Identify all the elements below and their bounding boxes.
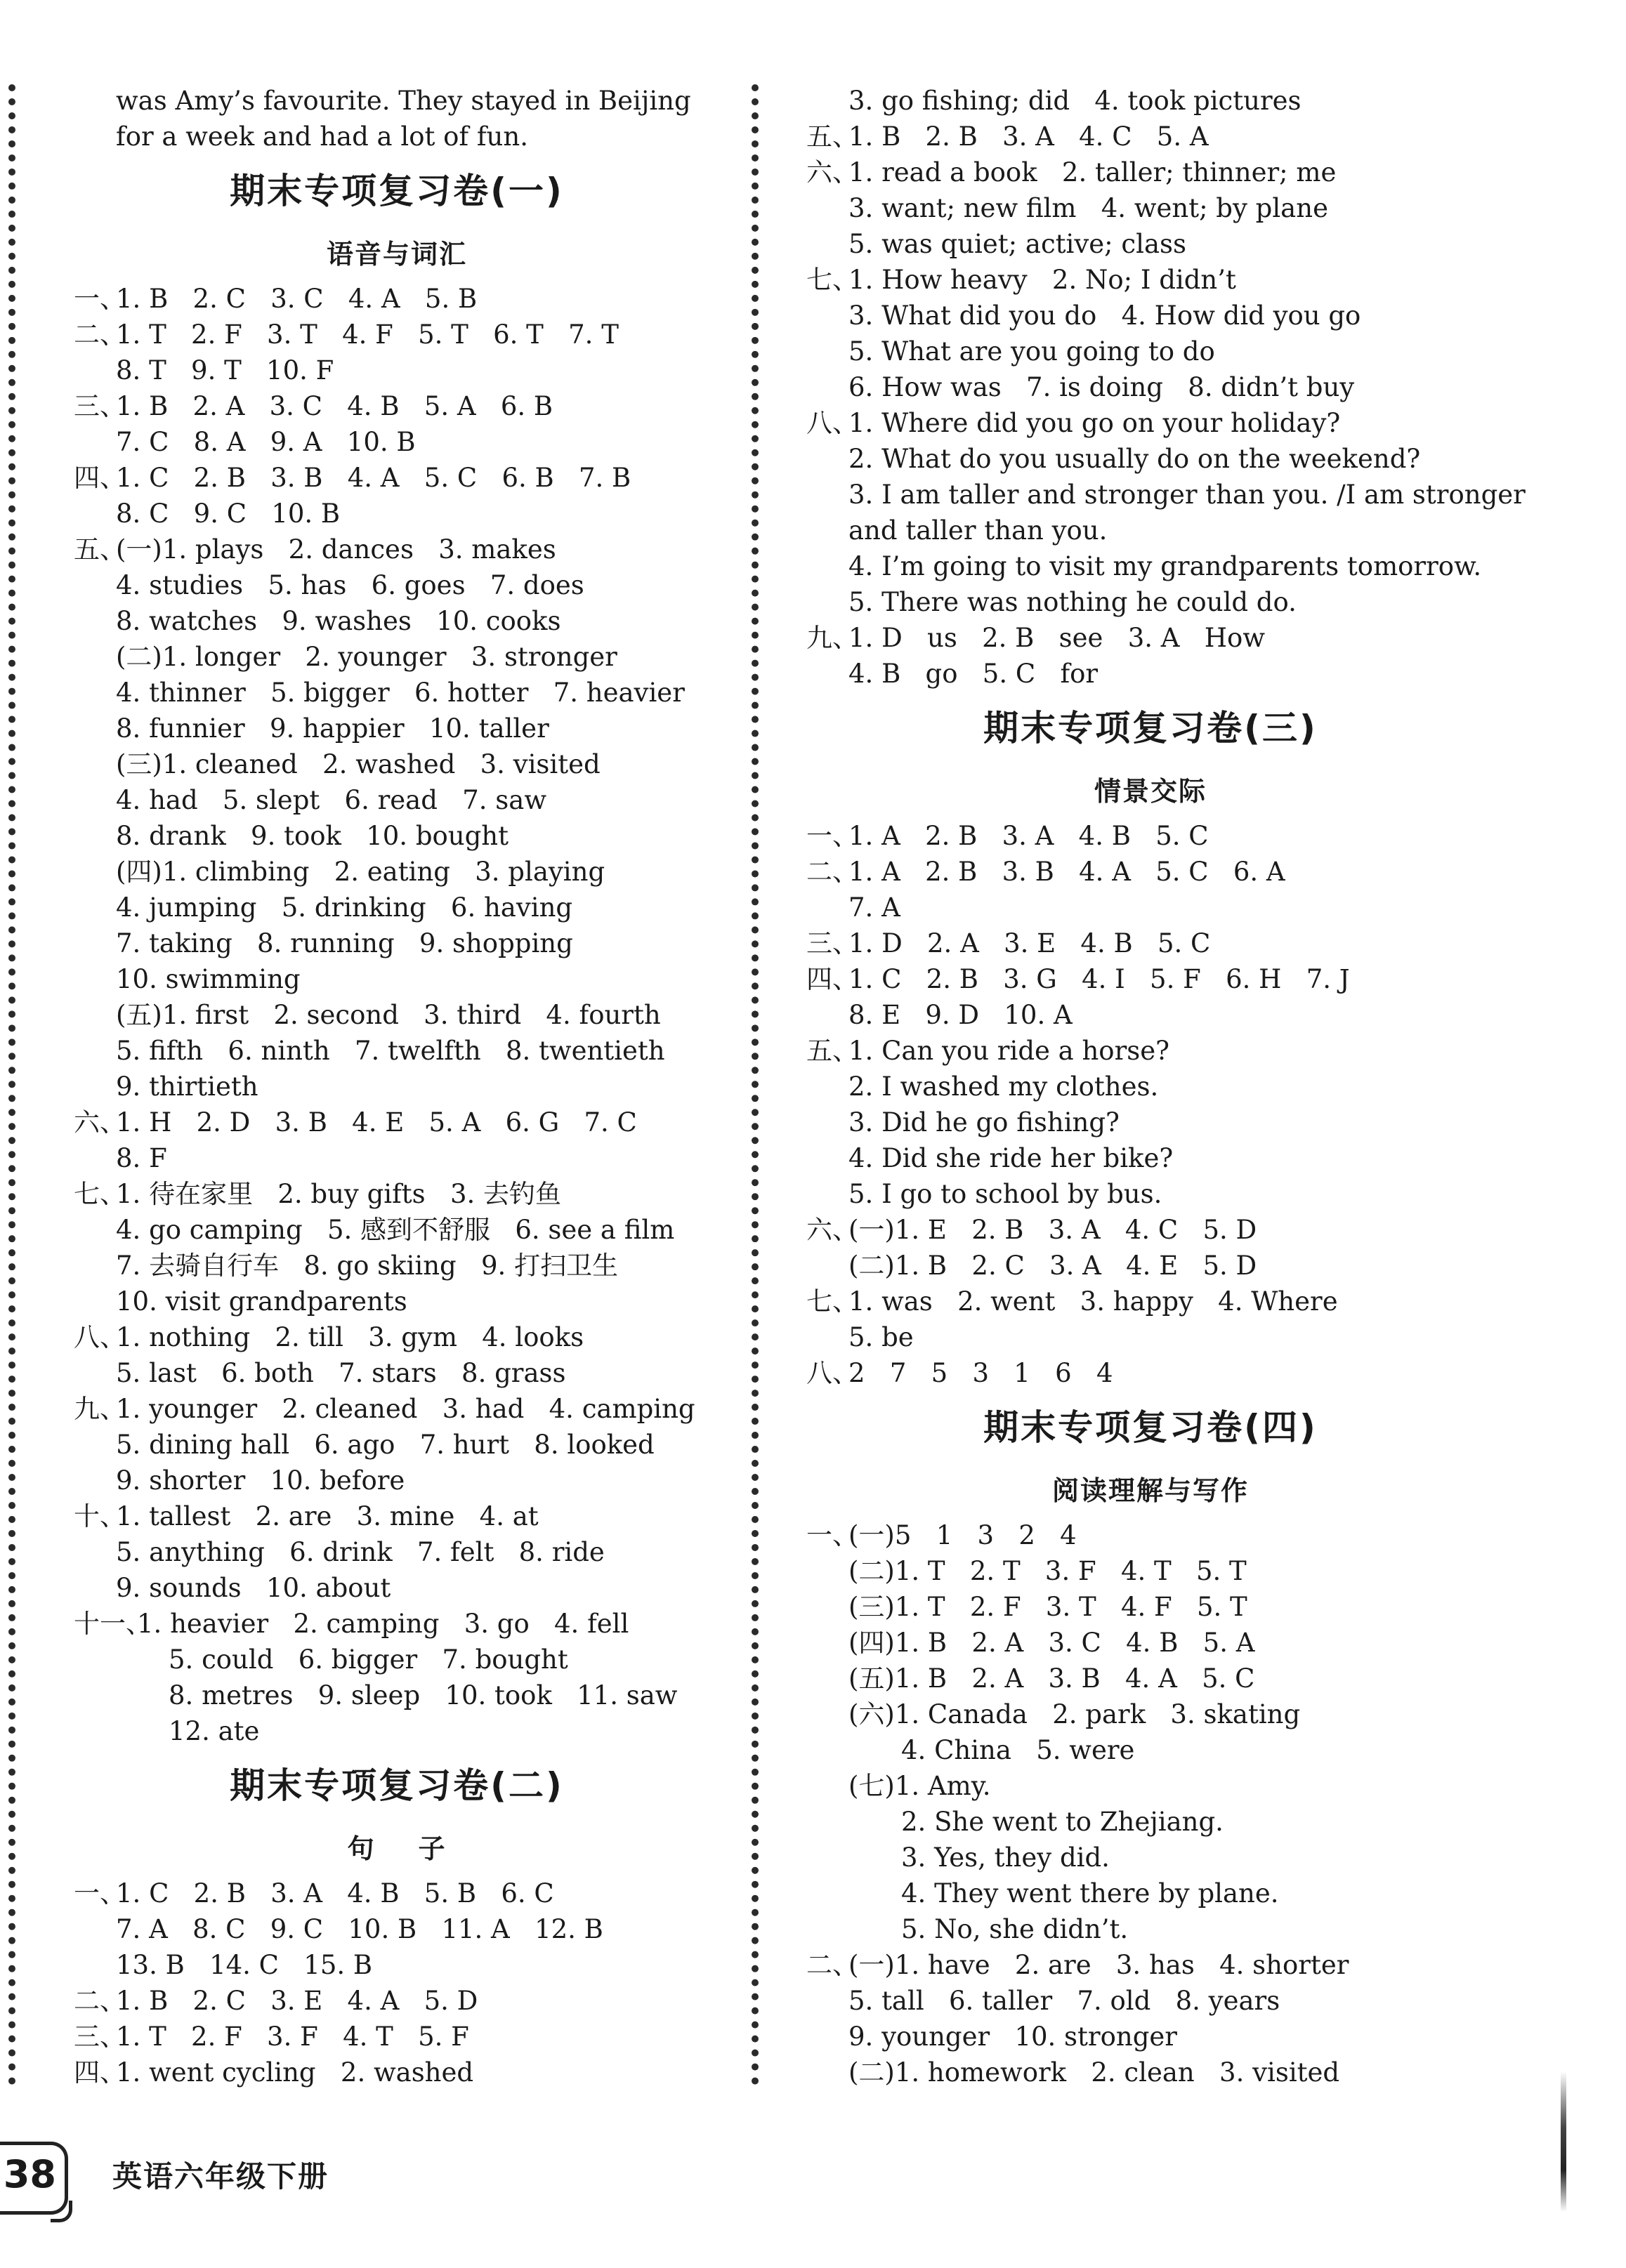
section-title: 期末专项复习卷(三) (983, 708, 1318, 749)
page-number: 38 (3, 2152, 56, 2196)
answer-text: 4. go camping 5. 感到不舒服 6. see a film (116, 1215, 675, 1245)
answer-text: 5. tall 6. taller 7. old 8. years (848, 1986, 1280, 2016)
answer-text: 1. C 2. B 3. B 4. A 5. C 6. B 7. B (116, 463, 631, 493)
answer-text: 8. F (116, 1143, 167, 1173)
answer-line (74, 1642, 720, 1677)
answer-line (74, 1319, 720, 1355)
question-number: 二、 (806, 1950, 858, 1980)
answer-text: 4. China 5. were (901, 1735, 1135, 1765)
answer-line (74, 782, 720, 818)
answer-text: (七)1. Amy. (848, 1771, 991, 1801)
answer-line (806, 190, 1495, 226)
answer-line (806, 1033, 1495, 1069)
answer-text: 8. drank 9. took 10. bought (116, 821, 509, 851)
answer-line (74, 1606, 720, 1642)
answer-line (806, 513, 1495, 548)
question-number: 一、 (806, 1520, 858, 1550)
answer-line (74, 388, 720, 424)
answer-line (806, 1248, 1495, 1284)
question-number: 七、 (806, 265, 858, 295)
answer-text: 12. ate (169, 1716, 260, 1746)
question-number: 一、 (806, 821, 858, 851)
question-number: 二、 (806, 857, 858, 887)
question-number: 五、 (806, 1036, 858, 1066)
answer-line (806, 2055, 1495, 2090)
answer-line (806, 1212, 1495, 1248)
answer-text: 1. T 2. F 3. T 4. F 5. T 6. T 7. T (116, 319, 619, 350)
answer-text: 9. sounds 10. about (116, 1573, 391, 1603)
center-dotted-divider (752, 84, 759, 2085)
answer-line (74, 1427, 720, 1463)
answer-line (74, 1033, 720, 1069)
answer-text: (二)1. longer 2. younger 3. stronger (116, 642, 617, 672)
answer-text: (一)1. plays 2. dances 3. makes (116, 534, 556, 565)
answer-line (74, 1911, 720, 1947)
answer-text: 1. D 2. A 3. E 4. B 5. C (848, 928, 1211, 958)
question-number: 一、 (74, 1878, 126, 1908)
answer-text: 5. could 6. bigger 7. bought (169, 1644, 568, 1675)
answer-line (74, 567, 720, 603)
answer-line (806, 405, 1495, 441)
question-number: 八、 (74, 1322, 126, 1352)
question-number: 三、 (74, 391, 126, 421)
answer-line (806, 1875, 1495, 1911)
answer-text: 1. C 2. B 3. G 4. I 5. F 6. H 7. J (848, 964, 1350, 994)
answer-line (806, 1355, 1495, 1391)
answer-text: (一)1. E 2. B 3. A 4. C 5. D (848, 1215, 1257, 1245)
answer-line (74, 424, 720, 460)
answer-line (74, 1463, 720, 1498)
answer-line (806, 226, 1495, 262)
section-subtitle: 语音与词汇 (326, 239, 467, 270)
answer-text: 5. There was nothing he could do. (848, 587, 1297, 617)
answer-text: 8. metres 9. sleep 10. took 11. saw (169, 1680, 678, 1710)
answer-line (806, 1840, 1495, 1875)
answer-text: 8. watches 9. washes 10. cooks (116, 606, 561, 636)
answer-text: 1. heavier 2. camping 3. go 4. fell (137, 1609, 629, 1639)
answer-line (74, 711, 720, 746)
answer-text: 10. visit grandparents (116, 1286, 407, 1317)
answer-line (806, 1732, 1495, 1768)
answer-line (74, 2019, 720, 2055)
answer-text: 8. C 9. C 10. B (116, 499, 341, 529)
answer-line (74, 1391, 720, 1427)
answer-text: 1. Where did you go on your holiday? (848, 408, 1341, 438)
answer-text: (一)1. have 2. are 3. has 4. shorter (848, 1950, 1349, 1980)
answer-line (74, 1713, 720, 1749)
answer-text: 1. B 2. C 3. C 4. A 5. B (116, 284, 478, 314)
answer-text: (三)1. T 2. F 3. T 4. F 5. T (848, 1592, 1247, 1622)
answer-text: 3. go fishing; did 4. took pictures (848, 86, 1302, 116)
answer-line (806, 298, 1495, 334)
answer-line (74, 352, 720, 388)
question-number: 二、 (74, 1986, 126, 2016)
question-number: 八、 (806, 1358, 858, 1388)
answer-line (806, 1069, 1495, 1105)
book-title: 英语六年级下册 (112, 2159, 329, 2194)
answer-text: and taller than you. (848, 515, 1108, 546)
answer-line (74, 83, 720, 119)
answer-text: 1. C 2. B 3. A 4. B 5. B 6. C (116, 1878, 554, 1908)
answer-text: 9. younger 10. stronger (848, 2022, 1177, 2052)
answer-text: 7. A 8. C 9. C 10. B 11. A 12. B (116, 1914, 603, 1944)
answer-line (74, 1947, 720, 1983)
answer-text: 1. A 2. B 3. B 4. A 5. C 6. A (848, 857, 1285, 887)
answer-line (806, 1105, 1495, 1140)
answer-line (74, 1498, 720, 1534)
answer-line (806, 1768, 1495, 1804)
answer-line (806, 83, 1495, 119)
answer-text: 3. want; new film 4. went; by plane (848, 193, 1328, 223)
answer-text: 4. jumping 5. drinking 6. having (116, 892, 573, 923)
answer-line (74, 1534, 720, 1570)
answer-line (806, 1140, 1495, 1176)
answer-line (806, 1553, 1495, 1589)
answer-line (806, 818, 1495, 854)
answer-line (74, 603, 720, 639)
answer-line (806, 334, 1495, 369)
answer-line (74, 961, 720, 997)
answer-column-left (74, 83, 720, 2090)
question-number: 三、 (74, 2022, 126, 2052)
answer-line (806, 477, 1526, 513)
question-number: 二、 (74, 319, 126, 350)
answer-text: 5. fifth 6. ninth 7. twelfth 8. twentieth (116, 1036, 665, 1066)
answer-line (74, 1248, 720, 1284)
answer-text: 5. be (848, 1322, 914, 1352)
answer-text: 1. H 2. D 3. B 4. E 5. A 6. G 7. C (116, 1107, 637, 1138)
answer-text: 8. T 9. T 10. F (116, 355, 334, 385)
answer-text: 3. Did he go fishing? (848, 1107, 1120, 1138)
answer-line (74, 1570, 720, 1606)
answer-line (74, 1875, 720, 1911)
question-number: 一、 (74, 284, 126, 314)
section-subtitle: 句 子 (347, 1833, 447, 1864)
answer-line (806, 1319, 1495, 1355)
answer-text: 4. had 5. slept 6. read 7. saw (116, 785, 546, 815)
answer-text: 7. taking 8. running 9. shopping (116, 928, 573, 958)
answer-line (74, 1140, 720, 1176)
answer-line (806, 584, 1495, 620)
question-number: 九、 (74, 1394, 126, 1424)
answer-text: 5. I go to school by bus. (848, 1179, 1162, 1209)
answer-line (74, 1176, 720, 1212)
left-margin-dotted-line (8, 84, 15, 2085)
answer-text: 1. How heavy 2. No; I didn’t (848, 265, 1236, 295)
question-number: 六、 (74, 1107, 126, 1138)
answer-text: 1. was 2. went 3. happy 4. Where (848, 1286, 1338, 1317)
answer-text: 1. D us 2. B see 3. A How (848, 623, 1265, 653)
answer-text: 7. C 8. A 9. A 10. B (116, 427, 416, 457)
answer-line (806, 1176, 1495, 1212)
answer-text: 1. went cycling 2. washed (116, 2057, 474, 2088)
question-number: 十、 (74, 1501, 126, 1531)
answer-line (806, 656, 1495, 692)
answer-text: 2. I washed my clothes. (848, 1072, 1159, 1102)
answer-line (806, 1517, 1495, 1553)
answer-text: 5. anything 6. drink 7. felt 8. ride (116, 1537, 605, 1567)
question-number: 六、 (806, 1215, 858, 1245)
answer-line (74, 1069, 720, 1105)
answer-text: 4. I’m going to visit my grandparents tomorrow. (848, 551, 1482, 581)
answer-line (74, 639, 720, 675)
answer-line (74, 675, 720, 711)
answer-line (806, 154, 1495, 190)
answer-line (806, 620, 1495, 656)
answer-text: 7. A (848, 892, 900, 923)
question-number: 八、 (806, 408, 858, 438)
question-number: 五、 (806, 121, 858, 152)
answer-line (74, 925, 720, 961)
answer-line (806, 441, 1495, 477)
answer-line (74, 746, 720, 782)
answer-line (806, 1661, 1495, 1696)
answer-line (806, 262, 1495, 298)
answer-line (74, 1677, 720, 1713)
answer-text: 4. Did she ride her bike? (848, 1143, 1174, 1173)
answer-text: (四)1. B 2. A 3. C 4. B 5. A (848, 1628, 1255, 1658)
answer-text: 4. They went there by plane. (901, 1878, 1279, 1908)
section-title: 期末专项复习卷(一) (230, 171, 564, 211)
answer-text: 5. last 6. both 7. stars 8. grass (116, 1358, 566, 1388)
answer-text: 1. B 2. C 3. E 4. A 5. D (116, 1986, 478, 2016)
answer-text: 8. E 9. D 10. A (848, 1000, 1073, 1030)
answer-text: 2. What do you usually do on the weekend? (848, 444, 1421, 474)
answer-line (806, 119, 1495, 154)
answer-text: 3. I am taller and stronger than you. /I am stronger (848, 480, 1526, 510)
answer-line (806, 1947, 1495, 1983)
answer-line (74, 1983, 720, 2019)
answer-text: 3. What did you do 4. How did you go (848, 301, 1361, 331)
answer-text: 5. What are you going to do (848, 336, 1215, 367)
question-number: 七、 (806, 1286, 858, 1317)
answer-text: 1. younger 2. cleaned 3. had 4. camping (116, 1394, 695, 1424)
question-number: 三、 (806, 928, 858, 958)
answer-text: (二)1. homework 2. clean 3. visited (848, 2057, 1340, 2088)
answer-line (806, 890, 1495, 925)
section-title: 期末专项复习卷(二) (230, 1765, 564, 1806)
answer-text: 4. B go 5. C for (848, 659, 1099, 689)
answer-text: 1. tallest 2. are 3. mine 4. at (116, 1501, 539, 1531)
answer-line (806, 854, 1495, 890)
question-number: 四、 (806, 964, 858, 994)
answer-text: was Amy’s favourite. They stayed in Beijing (116, 86, 691, 116)
question-number: 四、 (74, 463, 126, 493)
answer-line (806, 1284, 1495, 1319)
answer-line (806, 1625, 1495, 1661)
answer-line (74, 532, 720, 567)
answer-line (806, 961, 1495, 997)
answer-text: 2. She went to Zhejiang. (901, 1807, 1224, 1837)
answer-text: 9. thirtieth (116, 1072, 258, 1102)
answer-line (74, 1284, 720, 1319)
scan-edge-shadow (1561, 2071, 1566, 2212)
answer-text: for a week and had a lot of fun. (116, 121, 528, 152)
answer-line (806, 2019, 1495, 2055)
answer-text: 1. read a book 2. taller; thinner; me (848, 157, 1337, 187)
answer-line (74, 281, 720, 317)
answer-line (74, 317, 720, 352)
answer-line (806, 1804, 1495, 1840)
question-number: 十一、 (74, 1609, 152, 1639)
question-number: 九、 (806, 623, 858, 653)
answer-line (806, 1983, 1495, 2019)
answer-text: 1. nothing 2. till 3. gym 4. looks (116, 1322, 584, 1352)
section-title: 期末专项复习卷(四) (983, 1407, 1318, 1448)
answer-line (74, 997, 720, 1033)
question-number: 四、 (74, 2057, 126, 2088)
answer-text: (六)1. Canada 2. park 3. skating (848, 1699, 1301, 1729)
question-number: 五、 (74, 534, 126, 565)
answer-column-right (806, 83, 1526, 2090)
answer-line (74, 460, 720, 496)
answer-text: 5. No, she didn’t. (901, 1914, 1129, 1944)
answer-text: 10. swimming (116, 964, 301, 994)
section-subtitle: 情景交际 (1094, 776, 1207, 807)
answer-text: (五)1. first 2. second 3. third 4. fourth (116, 1000, 661, 1030)
answer-line (806, 1589, 1495, 1625)
question-number: 七、 (74, 1179, 126, 1209)
answer-line (74, 1355, 720, 1391)
answer-line (806, 997, 1495, 1033)
answer-text: 1. B 2. B 3. A 4. C 5. A (848, 121, 1209, 152)
answer-line (74, 119, 720, 154)
answer-text: 4. thinner 5. bigger 6. hotter 7. heavier (116, 678, 685, 708)
answer-text: 6. How was 7. is doing 8. didn’t buy (848, 372, 1355, 402)
answer-text: 1. Can you ride a horse? (848, 1036, 1169, 1066)
answer-text: 5. was quiet; active; class (848, 229, 1186, 259)
answer-line (806, 548, 1495, 584)
answer-text: (二)1. T 2. T 3. F 4. T 5. T (848, 1556, 1247, 1586)
answer-text: 1. A 2. B 3. A 4. B 5. C (848, 821, 1209, 851)
answer-line (74, 854, 720, 890)
answer-line (74, 1105, 720, 1140)
answer-text: 1. 待在家里 2. buy gifts 3. 去钓鱼 (116, 1179, 562, 1209)
answer-text: 5. dining hall 6. ago 7. hurt 8. looked (116, 1430, 655, 1460)
answer-line (74, 2055, 720, 2090)
answer-line (74, 890, 720, 925)
answer-line (806, 1696, 1495, 1732)
answer-text: 8. funnier 9. happier 10. taller (116, 713, 549, 744)
answer-text: 4. studies 5. has 6. goes 7. does (116, 570, 584, 600)
section-subtitle: 阅读理解与写作 (1051, 1475, 1249, 1506)
answer-text: 13. B 14. C 15. B (116, 1950, 373, 1980)
answer-text: (五)1. B 2. A 3. B 4. A 5. C (848, 1663, 1255, 1694)
answer-text: 9. shorter 10. before (116, 1465, 405, 1496)
answer-line (74, 818, 720, 854)
answer-line (74, 496, 720, 532)
answer-text: 2 7 5 3 1 6 4 (848, 1358, 1113, 1388)
answer-text: 1. T 2. F 3. F 4. T 5. F (116, 2022, 469, 2052)
answer-line (806, 369, 1495, 405)
question-number: 六、 (806, 157, 858, 187)
answer-text: (四)1. climbing 2. eating 3. playing (116, 857, 605, 887)
answer-line (74, 1212, 720, 1248)
answer-text: (一)5 1 3 2 4 (848, 1520, 1077, 1550)
answer-text: 1. B 2. A 3. C 4. B 5. A 6. B (116, 391, 553, 421)
page-footer (0, 2136, 492, 2213)
answer-line (806, 925, 1495, 961)
answer-line (806, 1911, 1495, 1947)
answer-text: 7. 去骑自行车 8. go skiing 9. 打扫卫生 (116, 1251, 619, 1281)
answer-text: (二)1. B 2. C 3. A 4. E 5. D (848, 1251, 1257, 1281)
answer-text: 3. Yes, they did. (901, 1842, 1110, 1873)
answer-text: (三)1. cleaned 2. washed 3. visited (116, 749, 601, 779)
